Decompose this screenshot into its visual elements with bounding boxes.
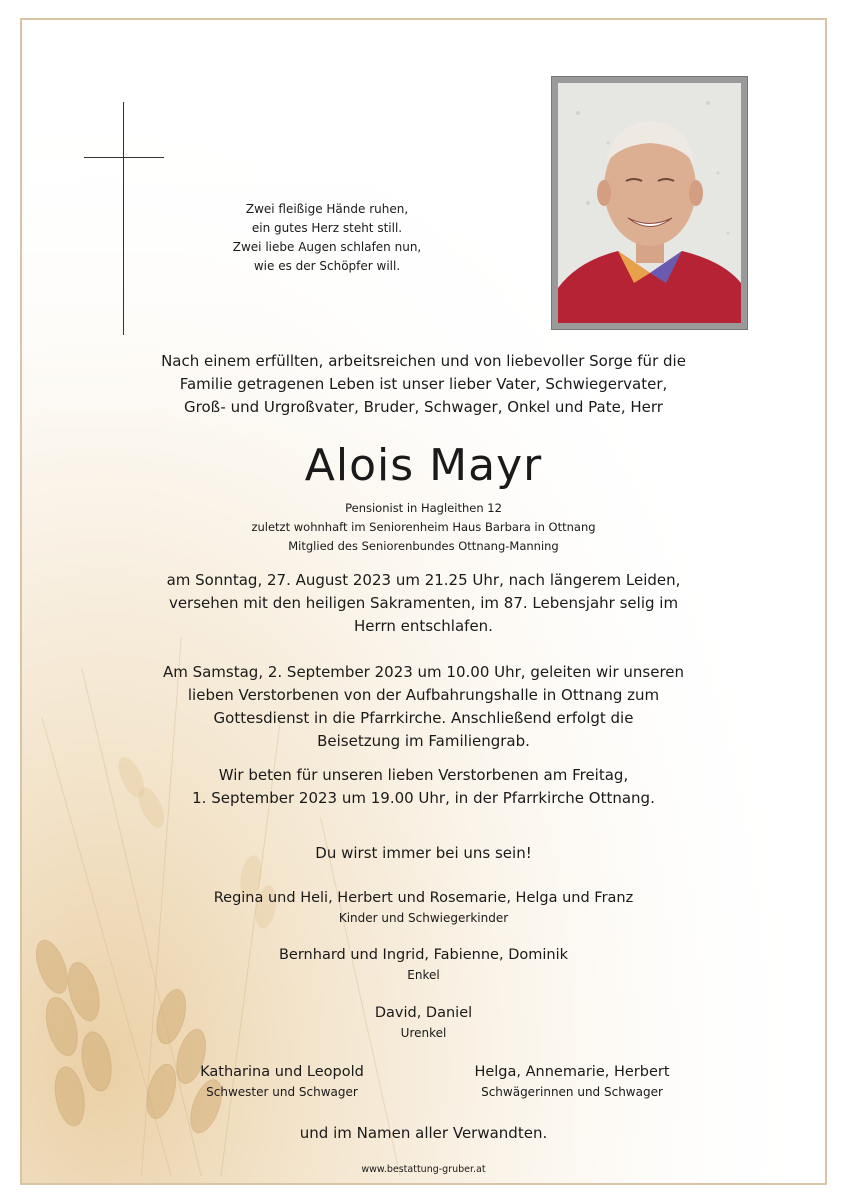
funeral-line: Beisetzung im Familiengrab. (317, 732, 530, 750)
intro-line: Nach einem erfüllten, arbeitsreichen und von liebevoller Sorge für die (161, 352, 686, 370)
detail-line: zuletzt wohnhaft im Seniorenheim Haus Barbara in Ottnang (251, 520, 596, 534)
death-line: Herrn entschlafen. (354, 617, 493, 635)
mourner-group-children (22, 887, 825, 927)
funeral-line: lieben Verstorbenen von der Aufbahrungshalle in Ottnang zum (187, 686, 660, 704)
mourner-names: Helga, Annemarie, Herbert (474, 1064, 670, 1080)
intro-line: Groß- und Urgroßvater, Bruder, Schwager, Onkel und Pate, Herr (184, 398, 663, 416)
intro-text (22, 350, 825, 419)
detail-line: Mitglied des Seniorenbundes Ottnang-Manning (288, 539, 559, 553)
mourner-names: David, Daniel (374, 1005, 473, 1021)
prayer-line: Wir beten für unseren lieben Verstorbenen am Freitag, (218, 766, 629, 784)
mourner-relation: Urenkel (400, 1026, 447, 1040)
closing-line: und im Namen aller Verwandten. (299, 1124, 548, 1142)
prayer-notice (22, 764, 825, 810)
funeral-line: Am Samstag, 2. September 2023 um 10.00 Uhr, geleiten wir unseren (162, 663, 685, 681)
motto: Du wirst immer bei uns sein! (315, 844, 532, 862)
death-notice (22, 569, 825, 638)
mourner-group-sister (152, 1061, 412, 1101)
mourner-relation: Schwester und Schwager (206, 1085, 358, 1099)
funeral-line: Gottesdienst in die Pfarrkirche. Anschließend erfolgt die (213, 709, 634, 727)
mourner-group-greatgrandchildren (22, 1002, 825, 1042)
website-link[interactable]: www.bestattung-gruber.at (361, 1164, 486, 1175)
death-line: versehen mit den heiligen Sakramenten, im 87. Lebensjahr selig im (168, 594, 679, 612)
card-content (22, 20, 825, 1183)
funeral-notice (22, 661, 825, 753)
portrait-frame (551, 76, 748, 330)
detail-line: Pensionist in Hagleithen 12 (345, 501, 502, 515)
intro-line: Familie getragenen Leben ist unser lieber Vater, Schwiegervater, (179, 375, 668, 393)
prayer-line: 1. September 2023 um 19.00 Uhr, in der Pfarrkirche Ottnang. (192, 789, 655, 807)
mourner-names: Regina und Heli, Herbert und Rosemarie, Helga und Franz (213, 890, 634, 906)
deceased-name: Alois Mayr (304, 440, 543, 491)
poem-line: Zwei fleißige Hände ruhen, (245, 202, 409, 216)
poem-line: Zwei liebe Augen schlafen nun, (232, 240, 422, 254)
deceased-details (22, 499, 825, 556)
mourner-names: Katharina und Leopold (200, 1064, 364, 1080)
portrait-illustration (558, 83, 741, 323)
mourner-names: Bernhard und Ingrid, Fabienne, Dominik (278, 947, 568, 963)
poem-line: ein gutes Herz steht still. (251, 221, 403, 235)
portrait-photo (558, 83, 741, 323)
mourner-relation: Kinder und Schwiegerkinder (338, 911, 509, 925)
poem (222, 200, 432, 276)
death-line: am Sonntag, 27. August 2023 um 21.25 Uhr, nach längerem Leiden, (166, 571, 681, 589)
mourner-relation: Schwägerinnen und Schwager (481, 1085, 663, 1099)
parte-card (20, 18, 827, 1185)
mourner-group-inlaws (442, 1061, 702, 1101)
cross-bar (84, 157, 164, 158)
mourner-group-grandchildren (22, 944, 825, 984)
cross-icon (123, 102, 124, 335)
poem-line: wie es der Schöpfer will. (253, 259, 401, 273)
mourner-relation: Enkel (407, 968, 440, 982)
